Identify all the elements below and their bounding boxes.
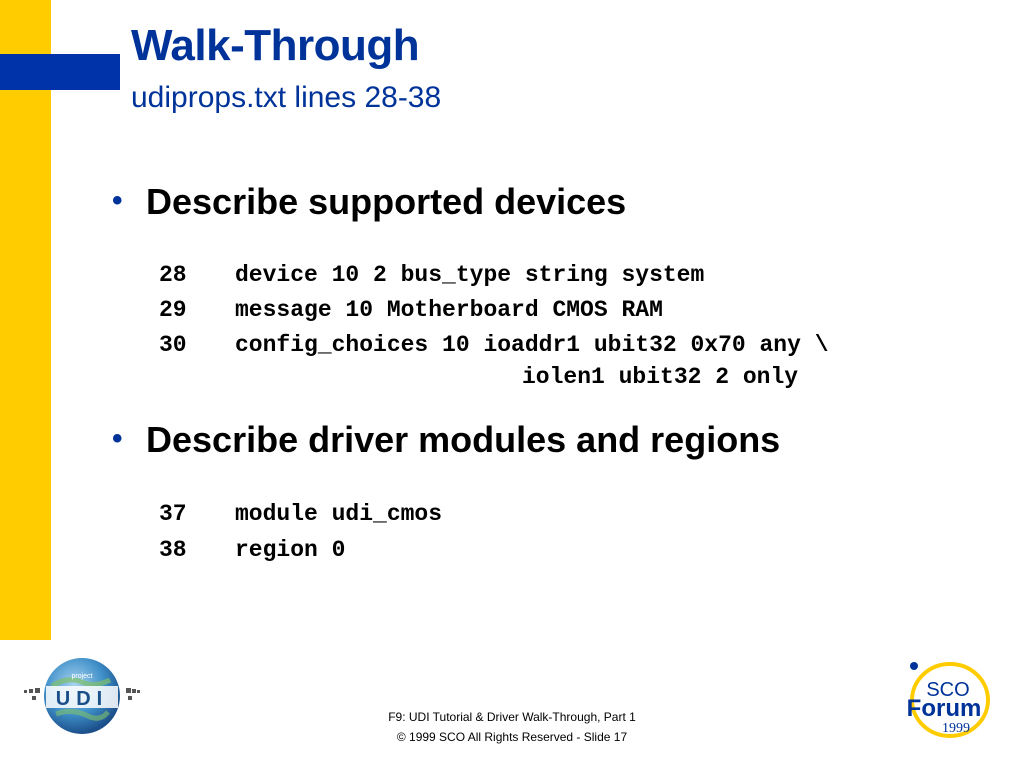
code-line-continuation bbox=[522, 366, 798, 389]
code-text: region 0 bbox=[235, 537, 346, 563]
code-line bbox=[159, 334, 829, 357]
code-line bbox=[159, 299, 663, 322]
bullet-icon: • bbox=[112, 184, 123, 217]
sco-logo-line2: Forum bbox=[906, 695, 982, 722]
code-text: config_choices 10 ioaddr1 ubit32 0x70 any \ bbox=[235, 332, 829, 358]
line-number: 37 bbox=[159, 501, 187, 527]
code-line bbox=[159, 539, 345, 562]
bullet-heading-text: Describe supported devices bbox=[146, 181, 627, 222]
left-yellow-bar bbox=[0, 0, 51, 640]
bullet-heading-text: Describe driver modules and regions bbox=[146, 419, 781, 460]
bullet-heading bbox=[112, 181, 627, 222]
line-number: 28 bbox=[159, 262, 187, 288]
code-line bbox=[159, 264, 704, 287]
sco-logo-line1: SCO bbox=[926, 679, 970, 701]
title-blue-bar bbox=[0, 54, 120, 90]
udi-logo-top-text: project bbox=[71, 673, 93, 680]
line-number: 30 bbox=[159, 332, 187, 358]
footer-line-1: F9: UDI Tutorial & Driver Walk-Through, Part 1 bbox=[388, 710, 636, 724]
udi-project-logo bbox=[22, 656, 142, 736]
code-text: iolen1 ubit32 2 only bbox=[522, 364, 799, 390]
sco-forum-logo bbox=[898, 656, 994, 740]
sco-logo-line3: 1999 bbox=[942, 721, 970, 736]
code-text: device 10 2 bus_type string system bbox=[235, 262, 705, 288]
bullet-heading bbox=[112, 419, 781, 460]
slide-subtitle: udiprops.txt lines 28-38 bbox=[131, 81, 442, 114]
code-line bbox=[159, 503, 442, 526]
line-number: 29 bbox=[159, 297, 187, 323]
slide-title: Walk-Through bbox=[131, 21, 420, 70]
line-number: 38 bbox=[159, 537, 187, 563]
code-text: message 10 Motherboard CMOS RAM bbox=[235, 297, 663, 323]
code-text: module udi_cmos bbox=[235, 501, 443, 527]
footer-line-2: © 1999 SCO All Rights Reserved - Slide 17 bbox=[396, 730, 628, 744]
udi-logo-main-text: UDI bbox=[55, 688, 109, 710]
bullet-icon: • bbox=[112, 422, 123, 455]
